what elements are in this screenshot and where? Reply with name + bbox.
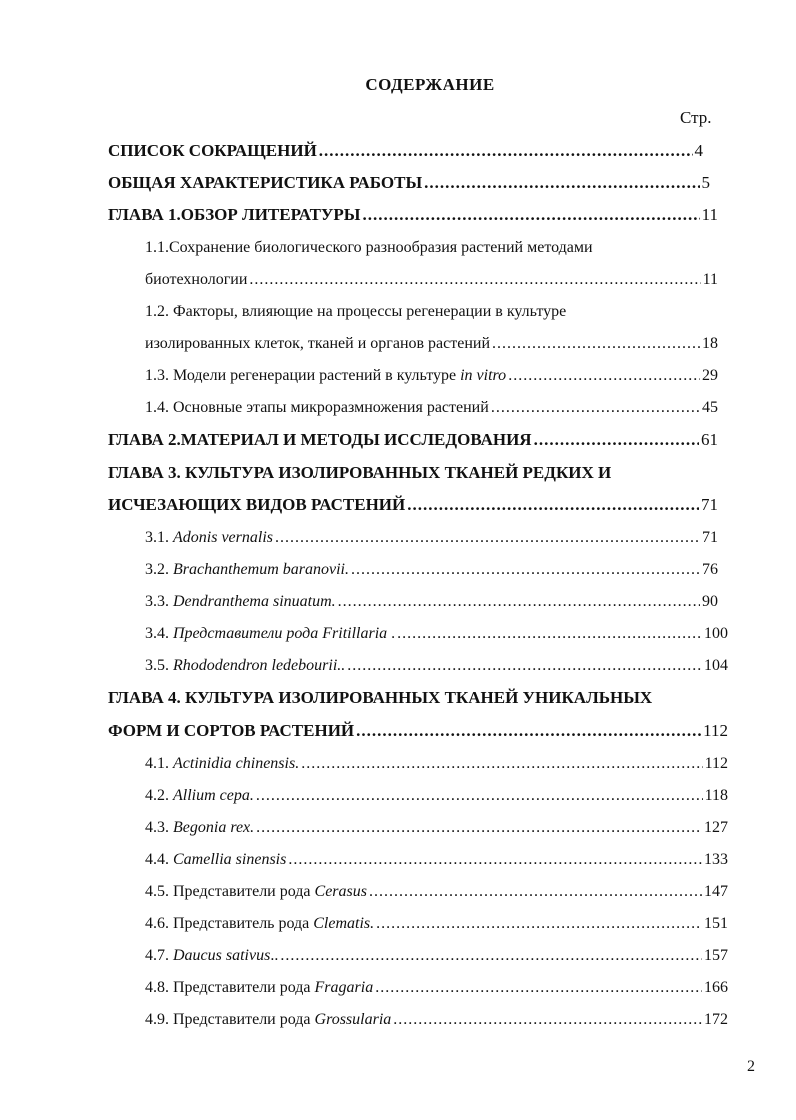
toc-entry-4-7: 4.7. Daucus sativus.. ..... 157 [145, 944, 728, 968]
dot-leader [347, 654, 702, 678]
dot-leader [375, 976, 702, 1000]
toc-entry-3-2: 3.2. Brachanthemum baranovii. ..... 76 [145, 558, 718, 582]
toc-entry-chapter-3-line2: ИСЧЕЗАЮЩИХ ВИДОВ РАСТЕНИЙ ..... 71 [108, 493, 718, 517]
toc-entry-3-5: 3.5. Rhododendron ledebourii.. ..... 104 [145, 654, 728, 678]
toc-entry-3-1: 3.1. Adonis vernalis ..... 71 [145, 526, 718, 550]
toc-entry-chapter-2: ГЛАВА 2.МАТЕРИАЛ И МЕТОДЫ ИССЛЕДОВАНИЯ ..... 61 [108, 428, 718, 452]
toc-entry-4-4: 4.4. Camellia sinensis ..... 133 [145, 848, 728, 872]
dot-leader [534, 428, 699, 452]
toc-entry-4-2: 4.2. Allium cepa. ..... 118 [145, 784, 728, 808]
dot-leader [351, 558, 700, 582]
dot-leader [356, 719, 701, 743]
dot-leader [275, 526, 700, 550]
dot-leader [319, 139, 693, 163]
toc-entry-chapter-4-line2: ФОРМ И СОРТОВ РАСТЕНИЙ ..... 112 [108, 719, 728, 743]
dot-leader [376, 912, 702, 936]
toc-title: СОДЕРЖАНИЕ [365, 75, 495, 94]
dot-leader [256, 784, 703, 808]
toc-entry-1-4: 1.4. Основные этапы микроразмножения растений ..... 45 [145, 396, 718, 420]
toc-entry-chapter-1: ГЛАВА 1.ОБЗОР ЛИТЕРАТУРЫ ..... 11 [108, 203, 718, 227]
toc-entry-3-3: 3.3. Dendranthema sinuatum. ..... 90 [145, 590, 718, 614]
toc-entry-4-3: 4.3. Begonia rex. ..... 127 [145, 816, 728, 840]
dot-leader [393, 1008, 702, 1032]
page-number: 2 [747, 1058, 755, 1075]
dot-leader [491, 396, 700, 420]
toc-entry-4-1: 4.1. Actinidia chinensis. ..... 112 [145, 752, 728, 776]
dot-leader [407, 493, 699, 517]
dot-leader [256, 816, 702, 840]
toc-entry-4-8: 4.8. Представители рода Fragaria ..... 166 [145, 976, 728, 1000]
dot-leader [397, 622, 702, 646]
toc-entry-general: ОБЩАЯ ХАРАКТЕРИСТИКА РАБОТЫ ..... 5 [108, 171, 710, 195]
dot-leader [424, 171, 699, 195]
toc-entry-chapter-3-line1: ГЛАВА 3. КУЛЬТУРА ИЗОЛИРОВАННЫХ ТКАНЕЙ РЕДКИХ И [108, 463, 612, 482]
toc-entry-4-9: 4.9. Представители рода Grossularia ..... 172 [145, 1008, 728, 1032]
page-column-label: Стр. [680, 108, 712, 127]
toc-entry-1-2-line2: изолированных клеток, тканей и органов растений ..... 18 [145, 332, 718, 356]
toc-entry-3-4: 3.4. Представители рода Fritillaria . ..... 100 [145, 622, 728, 646]
dot-leader [249, 268, 700, 292]
dot-leader [338, 590, 700, 614]
dot-leader [363, 203, 700, 227]
dot-leader [280, 944, 702, 968]
toc-entry-4-6: 4.6. Представитель рода Clematis. ..... 151 [145, 912, 728, 936]
dot-leader [492, 332, 700, 356]
dot-leader [301, 752, 702, 776]
toc-entry-4-5: 4.5. Представители рода Cerasus ..... 147 [145, 880, 728, 904]
toc-entry-abbreviations: СПИСОК СОКРАЩЕНИЙ ..... 4 [108, 139, 703, 163]
toc-entry-1-3: 1.3. Модели регенерации растений в культуре in vitro ..... 29 [145, 364, 718, 388]
dot-leader [288, 848, 702, 872]
toc-entry-chapter-4-line1: ГЛАВА 4. КУЛЬТУРА ИЗОЛИРОВАННЫХ ТКАНЕЙ УНИКАЛЬНЫХ [108, 688, 653, 707]
toc-entry-1-1-line1: 1.1.Сохранение биологического разнообразия растений методами [145, 239, 593, 256]
dot-leader [508, 364, 700, 388]
dot-leader [369, 880, 702, 904]
toc-entry-1-1-line2: биотехнологии ..... 11 [145, 268, 718, 292]
toc-entry-1-2-line1: 1.2. Факторы, влияющие на процессы регенерации в культуре [145, 303, 567, 320]
